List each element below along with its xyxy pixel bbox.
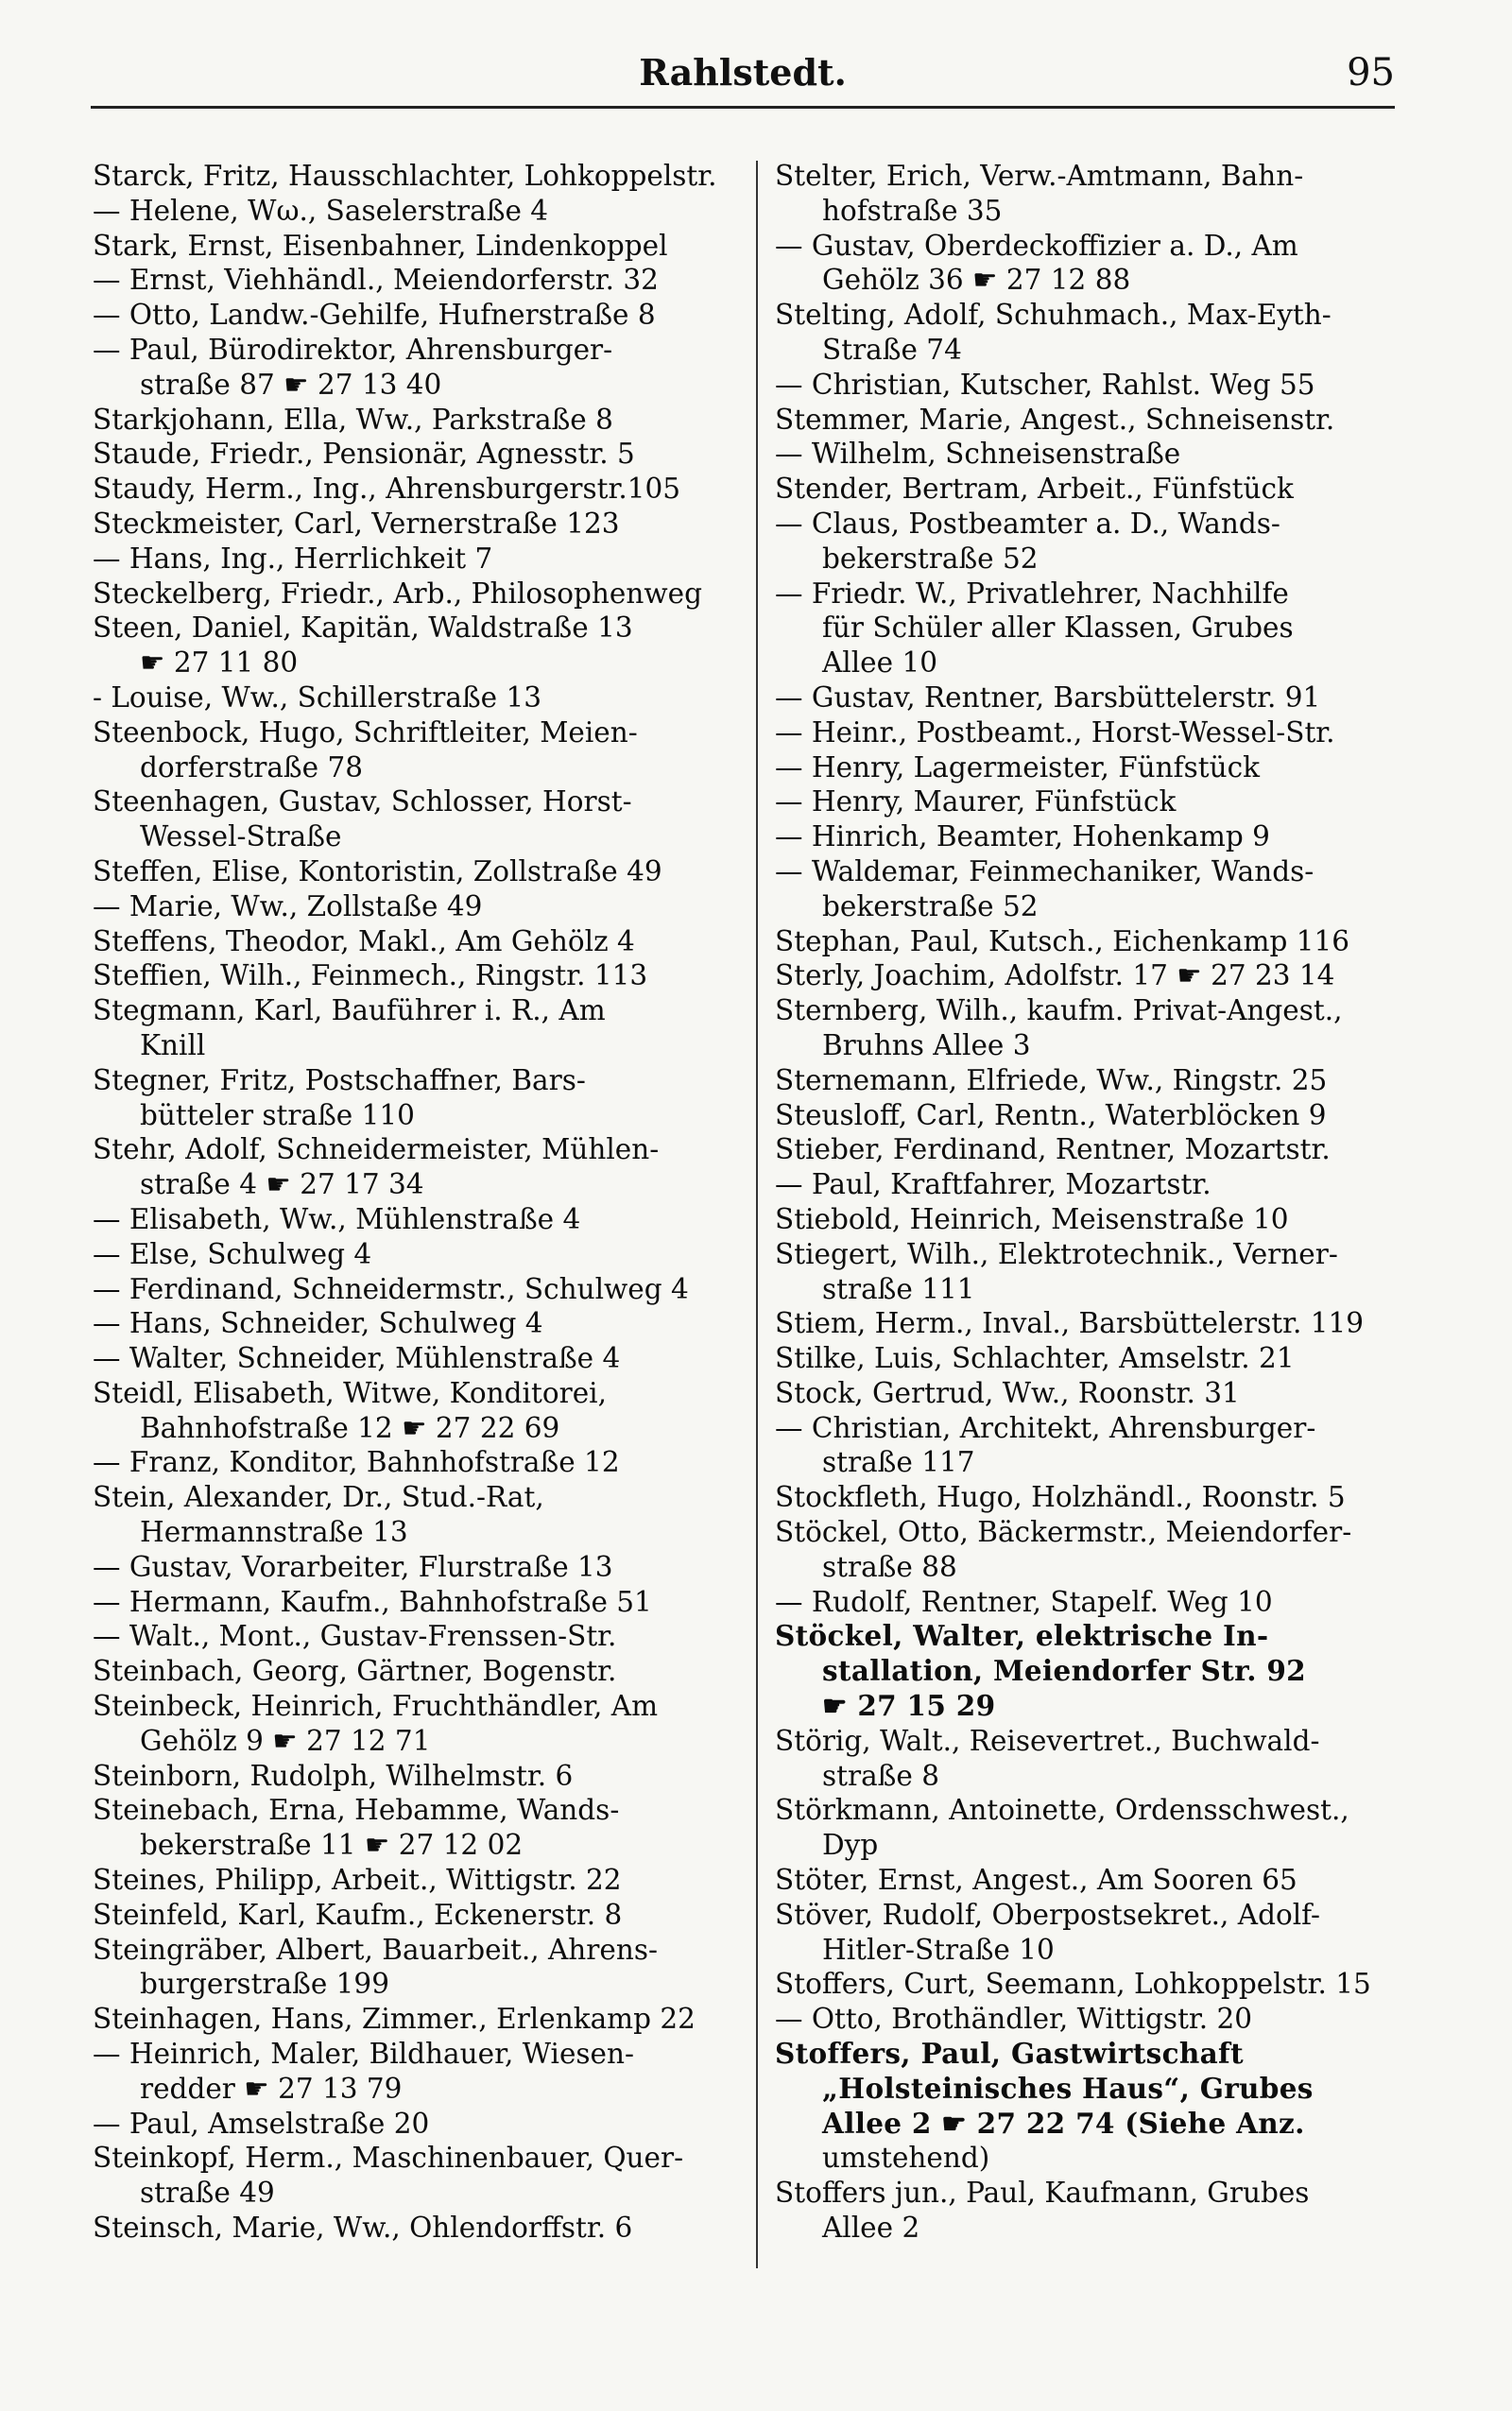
directory-line: — Heinrich, Maler, Bildhauer, Wiesen- — [93, 2038, 634, 2071]
left-column — [93, 159, 745, 2246]
header-rule — [91, 106, 1395, 109]
directory-line: - Louise, Ww., Schillerstraße 13 — [93, 680, 542, 714]
directory-line: — Marie, Ww., Zollstaße 49 — [93, 889, 483, 922]
directory-line: — Hermann, Kaufm., Bahnhofstraße 51 — [93, 1585, 652, 1618]
directory-line: redder ☛ 27 13 79 — [140, 2072, 403, 2105]
directory-line: bekerstraße 11 ☛ 27 12 02 — [140, 1829, 524, 1862]
running-head: Rahlstedt. — [639, 51, 847, 94]
directory-line: Stoffers, Curt, Seemann, Lohkoppelstr. 15 — [775, 1968, 1371, 2001]
directory-line: Stephan, Paul, Kutsch., Eichenkamp 116 — [775, 924, 1350, 957]
directory-line: burgerstraße 199 — [140, 1968, 389, 2001]
directory-line: Steusloff, Carl, Rentn., Waterblöcken 9 — [775, 1098, 1327, 1131]
directory-line: straße 4 ☛ 27 17 34 — [140, 1168, 424, 1201]
directory-line: Steinborn, Rudolph, Wilhelmstr. 6 — [93, 1759, 574, 1792]
directory-line: Steinkopf, Herm., Maschinenbauer, Quer- — [93, 2142, 684, 2175]
directory-line: — Henry, Lagermeister, Fünfstück — [775, 750, 1260, 784]
directory-line: Starck, Fritz, Hausschlachter, Lohkoppelstr. — [93, 160, 717, 192]
directory-line: — Henry, Maurer, Fünfstück — [775, 785, 1177, 818]
directory-line: Stemmer, Marie, Angest., Schneisenstr. — [775, 403, 1335, 436]
directory-line: — Claus, Postbeamter a. D., Wands- — [775, 507, 1280, 540]
directory-line: „Holsteinisches Haus“, Grubes — [822, 2071, 1314, 2105]
directory-line: umstehend) — [822, 2142, 990, 2175]
directory-line: Stiegert, Wilh., Elektrotechnik., Verner- — [775, 1237, 1338, 1270]
directory-line: dorferstraße 78 — [140, 750, 363, 784]
directory-line: Stieber, Ferdinand, Rentner, Mozartstr. — [775, 1133, 1331, 1166]
directory-line: Stockfleth, Hugo, Holzhändl., Roonstr. 5 — [775, 1481, 1346, 1514]
directory-line: Stegner, Fritz, Postschaffner, Bars- — [93, 1063, 586, 1096]
directory-line: Stegmann, Karl, Bauführer i. R., Am — [93, 994, 606, 1027]
directory-line: — Gustav, Rentner, Barsbüttelerstr. 91 — [775, 680, 1321, 714]
directory-line: Hermannstraße 13 — [140, 1516, 408, 1549]
directory-line: Sternberg, Wilh., kaufm. Privat-Angest., — [775, 994, 1343, 1027]
directory-line: Stelting, Adolf, Schuhmach., Max-Eyth- — [775, 299, 1332, 332]
directory-line: Stöckel, Walter, elektrische In- — [775, 1619, 1269, 1653]
directory-line: — Hans, Schneider, Schulweg 4 — [93, 1307, 543, 1340]
directory-line: Bahnhofstraße 12 ☛ 27 22 69 — [140, 1411, 560, 1444]
directory-line: — Else, Schulweg 4 — [93, 1237, 372, 1270]
directory-line: Stender, Bertram, Arbeit., Fünfstück — [775, 473, 1294, 506]
directory-line: Steffien, Wilh., Feinmech., Ringstr. 113 — [93, 959, 648, 992]
directory-line: straße 49 — [140, 2177, 275, 2210]
directory-line: Steidl, Elisabeth, Witwe, Konditorei, — [93, 1376, 607, 1409]
directory-line: Dyp — [822, 1829, 879, 1862]
directory-line: Steinfeld, Karl, Kaufm., Eckenerstr. 8 — [93, 1898, 623, 1931]
directory-line: — Ernst, Viehhändl., Meiendorferstr. 32 — [93, 264, 659, 297]
directory-line: stallation, Meiendorfer Str. 92 — [822, 1654, 1306, 1688]
directory-line: hofstraße 35 — [822, 194, 1003, 227]
directory-line: Wessel-Straße — [140, 820, 342, 853]
directory-line: — Helene, Wω., Saselerstraße 4 — [93, 194, 549, 227]
directory-line: Stiem, Herm., Inval., Barsbüttelerstr. 119 — [775, 1307, 1365, 1340]
directory-line: Steenhagen, Gustav, Schlosser, Horst- — [93, 785, 632, 818]
directory-line: — Paul, Amselstraße 20 — [93, 2107, 430, 2140]
directory-line: Straße 74 — [822, 333, 962, 366]
directory-line: Stock, Gertrud, Ww., Roonstr. 31 — [775, 1376, 1240, 1409]
directory-line: ☛ 27 11 80 — [140, 646, 299, 680]
directory-line: — Ferdinand, Schneidermstr., Schulweg 4 — [93, 1272, 689, 1305]
directory-line: — Walt., Mont., Gustav-Frenssen-Str. — [93, 1620, 617, 1653]
directory-line: Gehölz 9 ☛ 27 12 71 — [140, 1724, 431, 1757]
directory-line: Knill — [140, 1028, 206, 1061]
directory-line: Steckmeister, Carl, Vernerstraße 123 — [93, 507, 620, 540]
directory-line: Allee 10 — [822, 646, 938, 680]
directory-line: Stein, Alexander, Dr., Stud.-Rat, — [93, 1481, 544, 1514]
directory-line: — Paul, Kraftfahrer, Mozartstr. — [775, 1168, 1211, 1201]
directory-line: Stöver, Rudolf, Oberpostsekret., Adolf- — [775, 1898, 1320, 1931]
directory-line: straße 8 — [822, 1759, 939, 1792]
directory-line: für Schüler aller Klassen, Grubes — [822, 611, 1294, 645]
directory-line: ☛ 27 15 29 — [822, 1689, 996, 1723]
page-number: 95 — [1347, 51, 1395, 95]
directory-line: bekerstraße 52 — [822, 542, 1039, 575]
directory-line: Störkmann, Antoinette, Ordensschwest., — [775, 1794, 1349, 1827]
directory-line: — Hans, Ing., Herrlichkeit 7 — [93, 542, 493, 575]
directory-line: Steenbock, Hugo, Schriftleiter, Meien- — [93, 715, 638, 749]
directory-line: straße 117 — [822, 1446, 975, 1479]
directory-line: Steen, Daniel, Kapitän, Waldstraße 13 — [93, 611, 633, 645]
directory-line: Allee 2 — [822, 2212, 920, 2245]
directory-line: — Gustav, Oberdeckoffizier a. D., Am — [775, 229, 1298, 262]
directory-line: — Gustav, Vorarbeiter, Flurstraße 13 — [93, 1550, 613, 1583]
directory-line: Steinhagen, Hans, Zimmer., Erlenkamp 22 — [93, 2003, 696, 2036]
directory-line: Staude, Friedr., Pensionär, Agnesstr. 5 — [93, 438, 635, 471]
directory-line: Steingräber, Albert, Bauarbeit., Ahrens- — [93, 1933, 658, 1966]
directory-line: — Franz, Konditor, Bahnhofstraße 12 — [93, 1446, 620, 1479]
directory-line: Steffen, Elise, Kontoristin, Zollstraße 49 — [93, 854, 662, 887]
directory-line: — Wilhelm, Schneisenstraße — [775, 438, 1181, 471]
directory-line: Bruhns Allee 3 — [822, 1028, 1031, 1061]
directory-line: Stöter, Ernst, Angest., Am Sooren 65 — [775, 1864, 1297, 1897]
directory-line: Stiebold, Heinrich, Meisenstraße 10 — [775, 1202, 1289, 1235]
directory-line: Staudy, Herm., Ing., Ahrensburgerstr.105 — [93, 473, 681, 506]
directory-line: Stilke, Luis, Schlachter, Amselstr. 21 — [775, 1342, 1295, 1375]
directory-line: Sterly, Joachim, Adolfstr. 17 ☛ 27 23 14 — [775, 959, 1335, 992]
directory-line: Starkjohann, Ella, Ww., Parkstraße 8 — [93, 403, 613, 436]
directory-line: — Waldemar, Feinmechaniker, Wands- — [775, 854, 1314, 887]
directory-line: Stoffers jun., Paul, Kaufmann, Grubes — [775, 2177, 1310, 2210]
directory-line: Steckelberg, Friedr., Arb., Philosophenweg — [93, 577, 702, 610]
directory-line: Steinbeck, Heinrich, Fruchthändler, Am — [93, 1690, 659, 1723]
directory-line: — Hinrich, Beamter, Hohenkamp 9 — [775, 820, 1270, 853]
directory-line: Störig, Walt., Reisevertret., Buchwald- — [775, 1724, 1320, 1757]
directory-line: — Otto, Landw.-Gehilfe, Hufnerstraße 8 — [93, 299, 656, 332]
directory-line: Allee 2 ☛ 27 22 74 (Siehe Anz. — [822, 2106, 1305, 2140]
column-divider — [756, 161, 758, 2268]
page-header — [91, 45, 1395, 112]
directory-line: Hitler-Straße 10 — [822, 1933, 1055, 1966]
directory-line: — Otto, Brothändler, Wittigstr. 20 — [775, 2003, 1253, 2036]
directory-line: Sternemann, Elfriede, Ww., Ringstr. 25 — [775, 1063, 1328, 1096]
right-column — [775, 159, 1427, 2246]
directory-line: Stoffers, Paul, Gastwirtschaft — [775, 2037, 1244, 2071]
directory-line: — Walter, Schneider, Mühlenstraße 4 — [93, 1342, 621, 1375]
directory-line: straße 87 ☛ 27 13 40 — [140, 368, 442, 401]
directory-line: Steines, Philipp, Arbeit., Wittigstr. 22 — [93, 1864, 622, 1897]
directory-line: Stelter, Erich, Verw.-Amtmann, Bahn- — [775, 160, 1304, 192]
directory-line: Gehölz 36 ☛ 27 12 88 — [822, 264, 1131, 297]
directory-line: — Elisabeth, Ww., Mühlenstraße 4 — [93, 1202, 581, 1235]
directory-line: bekerstraße 52 — [822, 889, 1039, 922]
directory-line: Steinsch, Marie, Ww., Ohlendorffstr. 6 — [93, 2212, 633, 2245]
directory-line: straße 111 — [822, 1272, 975, 1305]
directory-line: — Friedr. W., Privatlehrer, Nachhilfe — [775, 577, 1289, 610]
directory-line: — Paul, Bürodirektor, Ahrensburger- — [93, 333, 613, 366]
directory-line: Stöckel, Otto, Bäckermstr., Meiendorfer- — [775, 1516, 1352, 1549]
directory-line: Steffens, Theodor, Makl., Am Gehölz 4 — [93, 924, 635, 957]
directory-line: bütteler straße 110 — [140, 1098, 415, 1131]
directory-line: Stark, Ernst, Eisenbahner, Lindenkoppel — [93, 229, 668, 262]
directory-line: — Christian, Architekt, Ahrensburger- — [775, 1411, 1316, 1444]
directory-line: straße 88 — [822, 1550, 957, 1583]
directory-line: — Heinr., Postbeamt., Horst-Wessel-Str. — [775, 715, 1335, 749]
directory-line: Stehr, Adolf, Schneidermeister, Mühlen- — [93, 1133, 660, 1166]
directory-line: — Rudolf, Rentner, Stapelf. Weg 10 — [775, 1585, 1273, 1618]
directory-line: — Christian, Kutscher, Rahlst. Weg 55 — [775, 368, 1315, 401]
directory-line: Steinbach, Georg, Gärtner, Bogenstr. — [93, 1655, 617, 1688]
directory-line: Steinebach, Erna, Hebamme, Wands- — [93, 1794, 620, 1827]
